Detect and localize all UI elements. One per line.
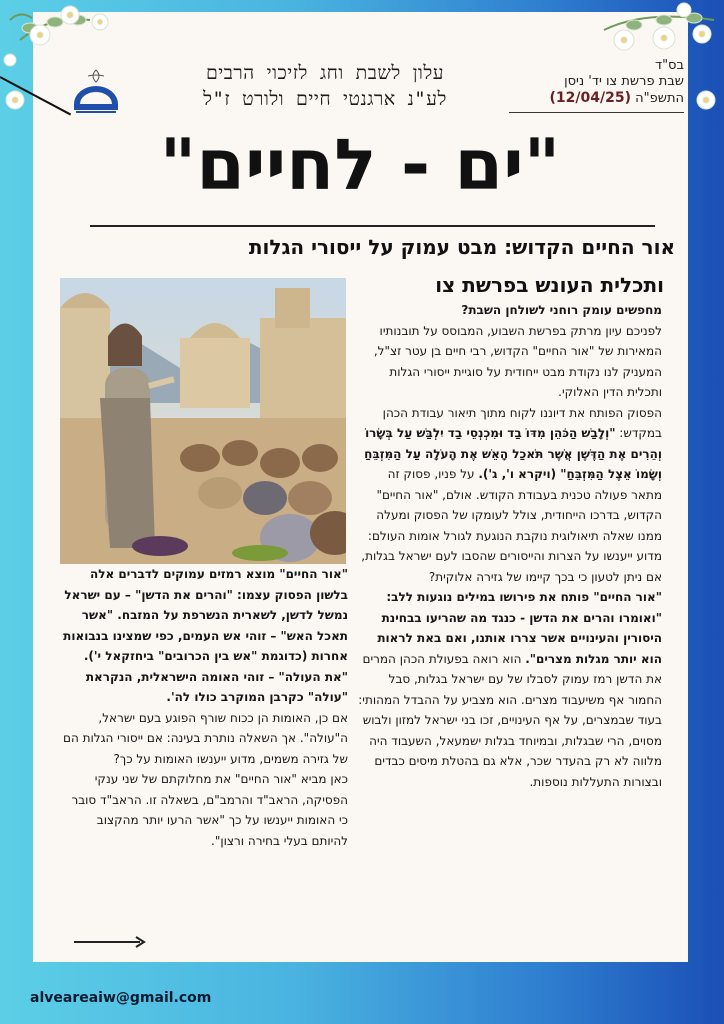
date-block	[504, 58, 684, 107]
right-paragraph-3-quote: "אור החיים" פותח את פירושו במילים נוגעות ללב: "ואומרו והרים את הדשן - כנגד מה שהריעו בבחינת היסורין והעינויים אשר צררו אותנו, ואם באת לראות הוא יותר מגלות מצרים".	[377, 590, 662, 666]
main-title: "ים - לחיים"	[159, 124, 561, 206]
article-left-column	[63, 564, 348, 851]
title-divider	[90, 225, 655, 227]
right-paragraph-1: לפניכם עיון מרתק בפרשת השבוע, המבוסס על תובנותיו המאירות של "אור החיים" הקדוש, רבי חיים בן עטר זצ"ל, המעניק לנו נקודת מבט ייחודית על סוגיית ייסורי הגלות ותכלית הדין האלוקי.	[373, 323, 662, 399]
right-paragraph-2-intro: הפסוק הפותח את דיוננו לקוח מתוך תיאור עבודת הכהן במקדש:	[382, 405, 662, 440]
article-illustration	[60, 278, 346, 564]
bsd-label: בס"ד	[654, 58, 684, 73]
arrow-right-icon[interactable]	[74, 936, 146, 948]
left-paragraph-3: כאן מביא "אור החיים" את מחלוקתם של שני ענקי הפסיקה, הראב"ד והרמב"ם, בשאלה זו. הראב"ד סובר כי האומות ייענשו על כך "אשר הרעו יותר מהקצוב להיותם בעלי בחירה ורצון".	[71, 772, 348, 848]
parasha-line: שבת פרשת צו יד' ניסן	[564, 74, 684, 89]
right-paragraph-3-body: הוא רואה בפעולת הכהן המרים את הדשן רמז עמוק לסבלו של עם ישראל בגלות, סבל החמור אף משיעבוד מצרים. הוא מצביע על ההבדל המהותי: בעוד שבמצרים, על אף העינויים, זכו בני ישראל למזון ולבוש מסוים, הרי שבגלות, ובמיוחד בגלות ישמעאל, השעבוד היה מלווה לא רק בהעדר שכר, אלא גם בהטלת מיסים כבדים ובצורות התעללות נוספות.	[358, 651, 662, 789]
year-label: התשפ"ה	[635, 91, 684, 106]
left-paragraph-2: אם כן, האומות הן ככוח שורף הפוגע בעם ישראל, ה"עולה". אך השאלה נותרת בעינה: אם ייסורי הגלות הם של גזירה משמים, מדוע ייענשו האומות על כך?	[62, 710, 348, 766]
title-line-1: עלון לשבת וחג לזיכוי הרבים	[205, 62, 445, 84]
right-paragraph-2-body: על פניו, פסוק זה מתאר פעולה טכנית בעבודת הקודש. אולם, "אור החיים" הקדוש, בדרכו הייחודית, צולל לעומקו של הפסוק ומעלה ממנו שאלה תיאולוגית נוקבת הנוגעת לגורל אומות העולם: מדוע ייענשו על הצרות והייסורים שהסבו לעם ישראל בגלות, אם ניתן לטעון כי בכך קיימו של גזירה אלוקית?	[361, 467, 662, 584]
contact-email[interactable]: alveareaiw@gmail.com	[30, 990, 212, 1006]
right-intro-question: מחפשים עומק רוחני לשולחן השבת?	[461, 303, 662, 317]
synagogue-logo-icon	[66, 66, 126, 116]
left-paragraph-1: "אור החיים" מוצא רמזים עמוקים לדברים אלה בלשון הפסוק עצמו: "והרים את הדשן" – עם ישראל נמשל לדשן, לשארית הנשרפת על המזבח. "אשר תאכל האש" – זוהי אש העמים, כפי שמצינו בנבואות אחרות (כדוגמת "אש בין הכרובים" ביחזקאל י'). "את העולה" – זוהי האומה הישראלית, הנקראת "עולה" כקרבן המוקרב כולו לה'.	[63, 567, 348, 704]
article-right-column	[357, 300, 662, 792]
date-line	[504, 90, 684, 107]
article-headline: אור החיים הקדוש: מבט עמוק על ייסורי הגלות	[248, 235, 675, 259]
article-subheadline: ותכלית העונש בפרשת צו	[435, 273, 664, 297]
gregorian-date: (12/04/25)	[549, 90, 632, 106]
date-underline	[509, 112, 684, 113]
newsletter-title	[150, 60, 500, 112]
title-line-2: לע"נ ארגנטי חיים ולורט ז"ל	[203, 88, 447, 110]
right-verse-quote: "וְלָבַשׁ הַכֹּהֵן מִדּוֹ בַד וּמִכְנְסֵי בַד יִלְבַּשׁ עַל בְּשָׂרוֹ וְהֵרִים אֶת הַדֶּשֶׁן אֲשֶׁר תֹּאכַל הָאֵשׁ אֶת הָעֹלָה עַל הַמִּזְבֵּחַ וְשָׂמוֹ אֵצֶל הַמִּזְבֵּחַ" (ויקרא ו', ג').	[364, 426, 662, 481]
